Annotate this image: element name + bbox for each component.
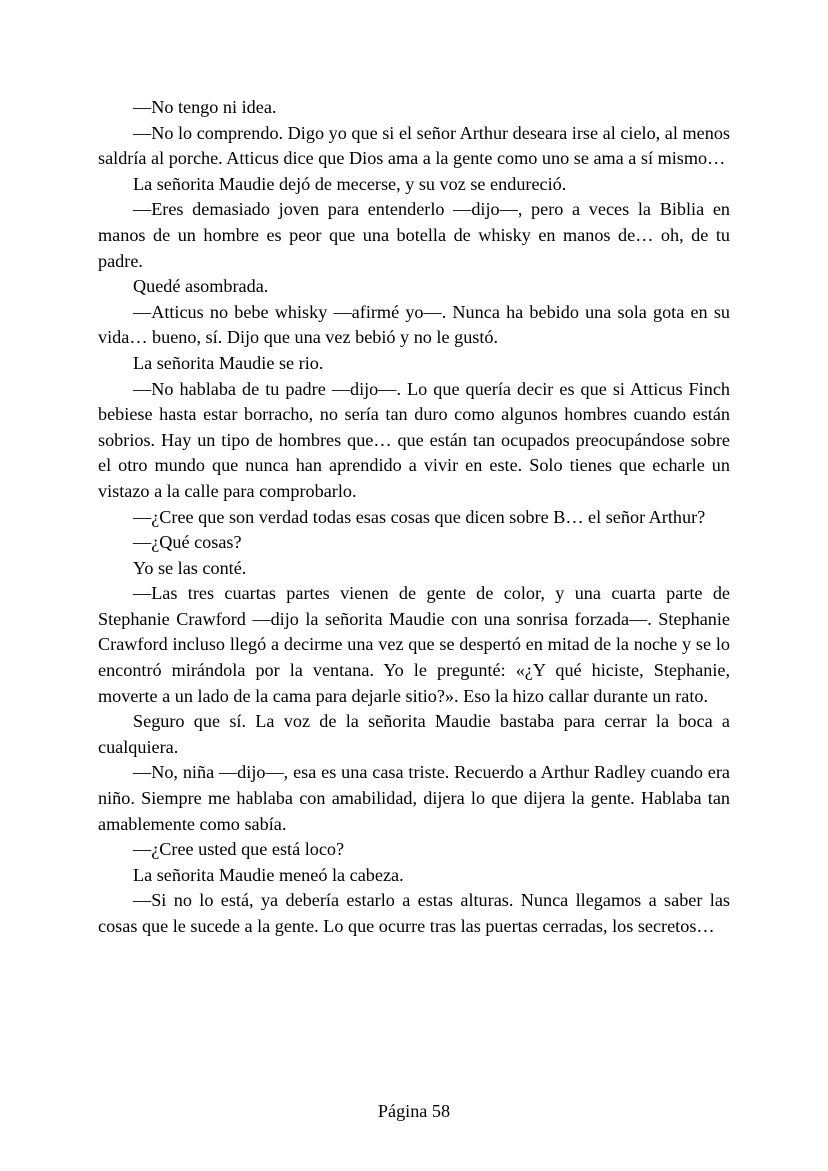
page-number-footer: Página 58	[377, 1101, 451, 1121]
paragraph: —Eres demasiado joven para entenderlo —dijo—, pero a veces la Biblia en manos de un hombre es peor que una botella de whisky en manos de… oh, de tu padre.	[98, 199, 730, 271]
paragraph: —No lo comprendo. Digo yo que si el señor Arthur deseara irse al cielo, al menos saldría al porche. Atticus dice que Dios ama a la gente como uno se ama a sí mismo…	[98, 122, 730, 169]
paragraph: La señorita Maudie se rio.	[133, 352, 324, 373]
page-body-text	[98, 95, 730, 940]
paragraph: Seguro que sí. La voz de la señorita Maudie bastaba para cerrar la boca a cualquiera.	[98, 711, 730, 757]
paragraph: Quedé asombrada.	[133, 276, 269, 297]
paragraph: —No tengo ni idea.	[133, 97, 277, 117]
paragraph: —No hablaba de tu padre —dijo—. Lo que quería decir es que si Atticus Finch bebiese hasta estar borracho, no sería tan duro como algunos hombres cuando están sobrios. Hay un tipo de hombres que… que están tan ocupados preocupándose sobre el otro mundo que nunca han aprendido a vivir en este. Solo tienes que echarle un vistazo a la calle para comprobarlo.	[98, 378, 730, 501]
paragraph: —Atticus no bebe whisky —afirmé yo—. Nunca ha bebido una sola gota en su vida… bueno, sí. Dijo que una vez bebió y no le gustó.	[98, 301, 730, 348]
paragraph: —¿Qué cosas?	[133, 532, 242, 553]
paragraph: La señorita Maudie meneó la cabeza.	[133, 864, 404, 885]
paragraph: —Si no lo está, ya debería estarlo a estas alturas. Nunca llegamos a saber las cosas que le sucede a la gente. Lo que ocurre tras las puertas cerradas, los secretos…	[98, 890, 730, 936]
paragraph: —Las tres cuartas partes vienen de gente de color, y una cuarta parte de Stephanie Crawford —dijo la señorita Maudie con una sonrisa forzada—. Stephanie Crawford incluso llegó a decirme una vez que se despertó en mitad de la noche y se lo encontró mirándola por la ventana. Yo le pregunté: «¿Y qué hiciste, Stephanie, moverte a un lado de la cama para dejarle sitio?». Eso la hizo callar durante un rato.	[98, 583, 730, 706]
paragraph: —¿Cree usted que está loco?	[133, 839, 345, 860]
paragraph: Yo se las conté.	[133, 557, 247, 578]
paragraph: —¿Cree que son verdad todas esas cosas que dicen sobre B… el señor Arthur?	[133, 506, 706, 527]
paragraph: La señorita Maudie dejó de mecerse, y su voz se endureció.	[133, 173, 567, 194]
paragraph: —No, niña —dijo—, esa es una casa triste. Recuerdo a Arthur Radley cuando era niño. Siempre me hablaba con amabilidad, dijera lo que dijera la gente. Hablaba tan amablemente como sabía.	[98, 762, 730, 834]
